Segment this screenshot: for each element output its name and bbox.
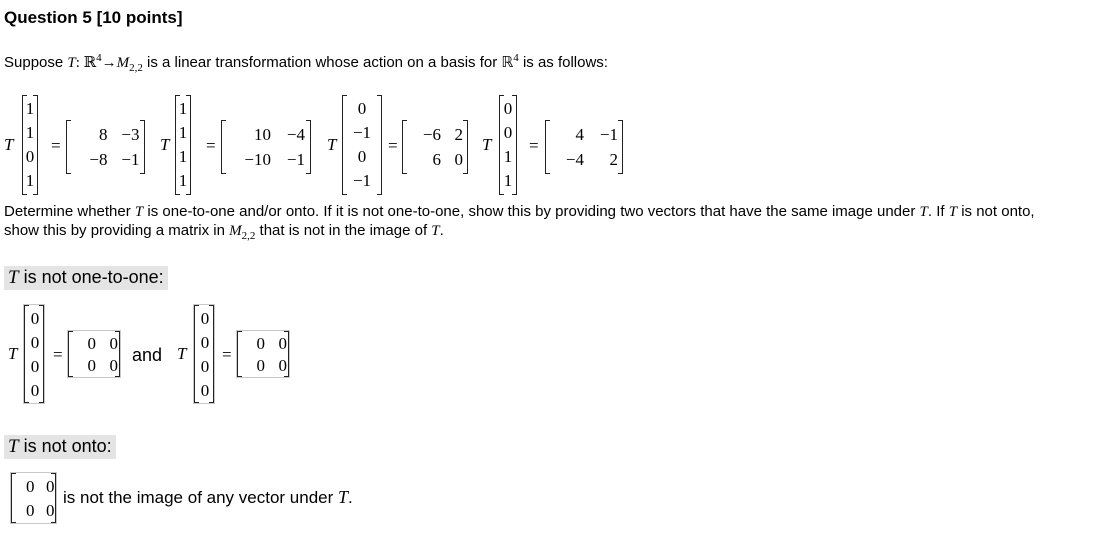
vector-entry[interactable]: 0 [200, 381, 210, 400]
vector-entry[interactable]: 0 [200, 309, 210, 328]
T-operator: T [8, 344, 18, 363]
vector-2-image-input[interactable] [236, 330, 290, 378]
bracket-left [66, 120, 71, 174]
matrix-entry[interactable]: 0 [256, 334, 265, 353]
vector-entry[interactable]: 0 [30, 333, 40, 352]
T-operator: T [160, 135, 170, 154]
matrix-entry[interactable]: 0 [26, 501, 35, 520]
matrix-entry[interactable]: 0 [256, 356, 265, 375]
vector-entry: 0 [357, 99, 367, 118]
matrix-entry[interactable]: 0 [26, 477, 35, 496]
equals-sign: = [206, 136, 216, 155]
T-operator: T [327, 135, 337, 154]
basis-vector-3 [342, 95, 382, 195]
image-matrix-1 [66, 120, 145, 174]
basis-vector-4 [499, 95, 517, 195]
vector-entry: 0 [503, 99, 513, 118]
vector-entry: −1 [352, 171, 372, 190]
equals-sign: = [529, 136, 539, 155]
vector-1-image-input[interactable] [67, 330, 121, 378]
vector-entry[interactable]: 0 [30, 309, 40, 328]
T-operator: T [177, 344, 187, 363]
matrix-entry: −10 [244, 150, 271, 169]
matrix-entry[interactable]: 0 [87, 334, 96, 353]
vector-entry: −1 [352, 123, 372, 142]
vector-2-input[interactable] [193, 304, 215, 404]
vector-entry: 0 [25, 147, 35, 166]
bracket-left [221, 120, 226, 174]
not-one-to-one-heading: T is not one-to-one: [4, 266, 168, 290]
matrix-entry[interactable]: 0 [87, 356, 96, 375]
vector-entry[interactable]: 0 [30, 357, 40, 376]
matrix-entry: −1 [286, 150, 305, 169]
bracket-right [140, 120, 145, 174]
not-image-text: is not the image of any vector under T. [63, 487, 353, 507]
image-matrix-2 [221, 120, 311, 174]
matrix-entry: 6 [432, 150, 441, 169]
T-operator: T [4, 135, 14, 154]
matrix-entry: −1 [599, 125, 618, 144]
matrix-entry: −1 [121, 150, 140, 169]
matrix-entry: 8 [99, 125, 108, 144]
matrix-entry: −6 [422, 125, 441, 144]
matrix-entry[interactable]: 0 [278, 356, 287, 375]
instructions-line-2: show this by providing a matrix in $M_{2,2}$ that is not in the image of T. [4, 222, 444, 242]
instructions-line-1: Determine whether T is one-to-one and/or onto. If it is not one-to-one, show this by providing two vectors that have the same image under T. If T is not onto, [4, 203, 1035, 220]
vector-entry: 0 [503, 123, 513, 142]
vector-entry[interactable]: 0 [200, 357, 210, 376]
equals-sign: = [388, 136, 398, 155]
matrix-entry[interactable]: 0 [109, 356, 118, 375]
basis-vector-1 [22, 95, 38, 195]
matrix-entry[interactable]: 0 [109, 334, 118, 353]
vector-1-input[interactable] [23, 304, 45, 404]
vector-entry: 1 [178, 171, 188, 190]
question-title: Question 5 [10 points] [4, 8, 183, 27]
T-operator: T [482, 135, 492, 154]
vector-entry[interactable]: 0 [200, 333, 210, 352]
matrix-entry[interactable]: 0 [46, 501, 55, 520]
matrix-entry[interactable]: 0 [278, 334, 287, 353]
equals-sign: = [222, 345, 232, 364]
vector-entry: 1 [25, 123, 35, 142]
vector-entry: 1 [25, 171, 35, 190]
matrix-entry: −3 [121, 125, 140, 144]
not-onto-heading: T is not onto: [4, 435, 116, 459]
bracket-right [463, 120, 468, 174]
vector-entry: 0 [357, 147, 367, 166]
vector-entry: 1 [178, 99, 188, 118]
equals-sign: = [53, 345, 63, 364]
vector-entry: 1 [178, 147, 188, 166]
not-in-image-matrix-input[interactable] [10, 472, 57, 524]
intro-line: Suppose T: $ℝ^4\to M_{2,2}$ is a linear transformation whose action on a basis for ℝ$^4$ is as follows: [4, 52, 608, 74]
basis-vector-2 [175, 95, 191, 195]
bracket-right [306, 120, 311, 174]
vector-entry: 1 [503, 147, 513, 166]
matrix-entry: −4 [286, 125, 305, 144]
matrix-entry: 10 [254, 125, 271, 144]
image-matrix-3 [402, 120, 468, 174]
image-matrix-4 [545, 120, 623, 174]
and-label: and [132, 345, 163, 365]
vector-entry: 1 [25, 99, 35, 118]
matrix-entry: 0 [454, 150, 463, 169]
vector-entry: 1 [178, 123, 188, 142]
matrix-entry: −4 [565, 150, 584, 169]
matrix-entry[interactable]: 0 [46, 477, 55, 496]
matrix-entry: 2 [454, 125, 463, 144]
matrix-entry: 2 [609, 150, 618, 169]
vector-entry[interactable]: 0 [30, 381, 40, 400]
matrix-entry: 4 [575, 125, 584, 144]
bracket-right [618, 120, 623, 174]
matrix-entry: −8 [89, 150, 108, 169]
vector-entry: 1 [503, 171, 513, 190]
equals-sign: = [51, 136, 61, 155]
